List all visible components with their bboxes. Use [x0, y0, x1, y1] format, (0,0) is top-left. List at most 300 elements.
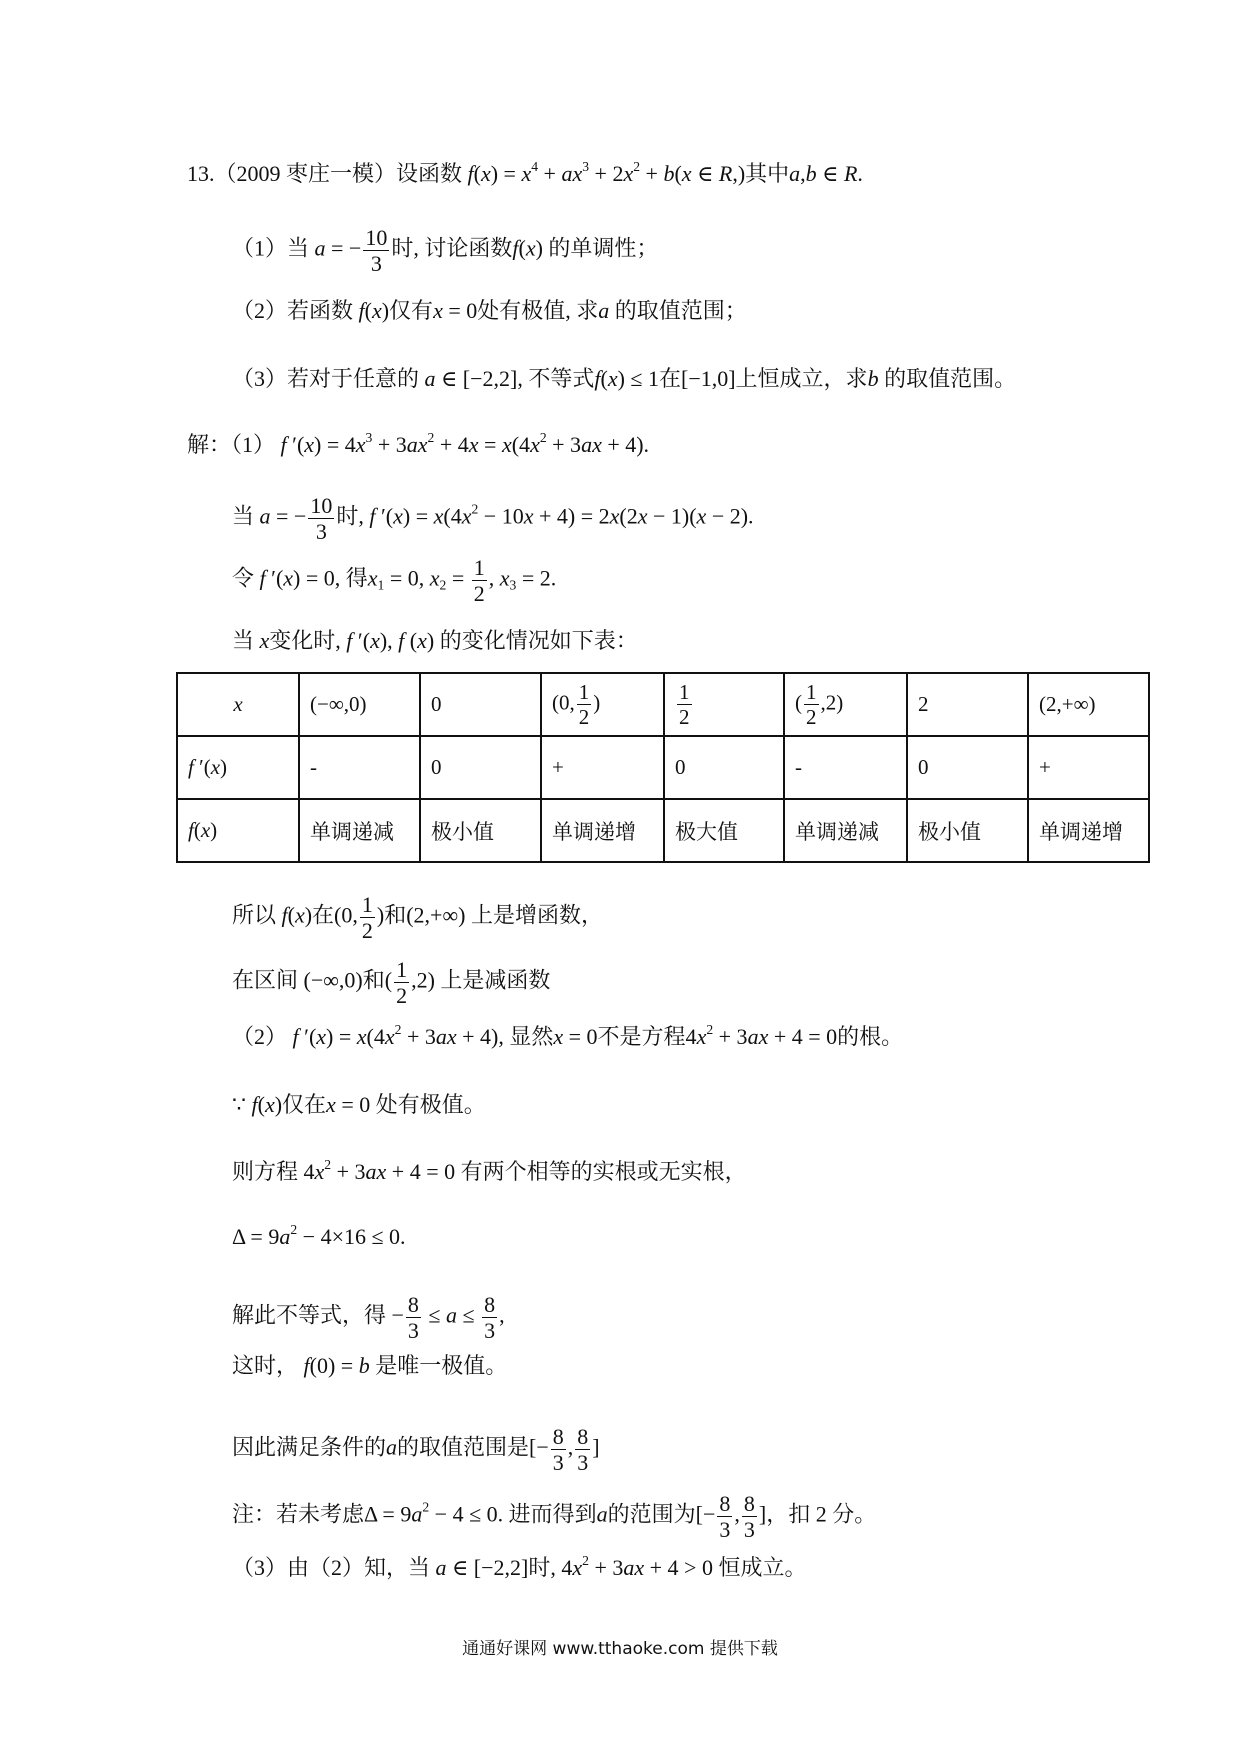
text-run: ∈ [816, 161, 844, 186]
table-cell [907, 673, 1028, 736]
text-run: ′( [375, 503, 394, 529]
text-run: = − [270, 503, 307, 529]
footer-source: 通通好课网 www.tthaoke.com 提供下载 [462, 1639, 778, 1659]
text-run: 解此不等式，得 − [232, 1302, 404, 1328]
solution-part2-inequality [232, 1293, 505, 1342]
math-variable: ax [623, 1555, 645, 1580]
math-variable: x [480, 161, 491, 186]
text-run: （2）若函数 [232, 298, 359, 323]
text-run: ,2) 上是减函数 [411, 967, 551, 993]
table-cell [907, 799, 1028, 862]
table-cell [177, 736, 299, 799]
text-run: (4 [366, 1024, 385, 1049]
table-cell [541, 799, 664, 862]
text-run: 单调递增 [552, 819, 636, 844]
math-variable: a [279, 1224, 291, 1249]
math-variable: f [358, 298, 365, 323]
text-run: 当 [232, 503, 260, 529]
text-run: 在区间 (−∞,0)和( [232, 967, 393, 993]
table-cell [664, 799, 784, 862]
math-variable: x [696, 1024, 707, 1049]
superscript: 2 [539, 429, 547, 445]
table-cell [784, 736, 907, 799]
text-run: ( [193, 818, 201, 842]
text-run: ), [379, 628, 399, 653]
fraction-denominator: 3 [719, 1517, 731, 1543]
table-cell [177, 673, 299, 736]
math-variable: x [501, 432, 512, 457]
math-variable: f [346, 628, 353, 653]
text-run: ) 的变化情况如下表： [426, 628, 638, 653]
superscript: 3 [365, 429, 373, 445]
math-variable: x [294, 902, 305, 928]
text-run: (4 [511, 432, 531, 457]
question-1 [232, 226, 658, 275]
fraction-denominator: 2 [578, 705, 590, 729]
text-run: ′( [286, 432, 305, 457]
fraction [677, 681, 692, 728]
table-cell [299, 799, 420, 862]
fraction-denominator: 2 [679, 705, 690, 729]
text-run: ( [404, 628, 418, 653]
fraction-numerator: 1 [578, 679, 590, 704]
text-run: + 4 = 0的根。 [768, 1024, 904, 1049]
math-variable: x [356, 1024, 367, 1049]
text-run: ] [592, 1434, 600, 1460]
text-run: ) = [402, 503, 434, 529]
text-run: ]，扣 2 分。 [758, 1501, 877, 1527]
fraction-numerator: 8 [407, 1292, 419, 1317]
math-variable: x [371, 298, 382, 323]
math-variable: x [367, 565, 378, 591]
text-run: ( [257, 1092, 265, 1117]
math-variable: ax [406, 432, 428, 457]
text-run: ′( [193, 755, 211, 779]
fraction-denominator: 3 [484, 1318, 496, 1344]
text-run: 0 [431, 692, 442, 716]
text-run: ≤ [422, 1302, 446, 1328]
math-variable: x [326, 1092, 336, 1117]
text-run: ( [518, 235, 526, 261]
math-variable: x [553, 1024, 564, 1049]
text-run: + 4 = 0 有两个相等的实根或无实根， [386, 1159, 747, 1184]
math-variable: x [417, 628, 427, 653]
fraction-numerator: 1 [396, 957, 408, 982]
text-run: 是唯一极值。 [369, 1353, 508, 1378]
text-run: + 3 [401, 1024, 436, 1049]
math-variable: a [386, 1434, 398, 1460]
text-run: ′( [298, 1024, 317, 1049]
solution-part1-substitution [232, 494, 754, 543]
solution-part2-derivative [232, 1021, 904, 1049]
superscript: 2 [290, 1221, 298, 1237]
question-2 [232, 300, 747, 322]
math-variable: x [468, 432, 479, 457]
math-variable: x [200, 818, 211, 842]
text-run: + 4 > 0 恒成立。 [644, 1555, 807, 1580]
text-run: ) = [326, 1024, 357, 1049]
text-run: + 2 [589, 161, 624, 186]
math-variable: R [718, 161, 733, 186]
text-run: + 3 [588, 1555, 624, 1580]
text-run: 变化时, [269, 628, 347, 653]
math-variable: a [411, 1501, 423, 1527]
text-run: （2） [232, 1024, 293, 1049]
table-cell [907, 736, 1028, 799]
math-variable: ax [435, 1024, 457, 1049]
math-variable: x [264, 1092, 275, 1117]
superscript: 2 [394, 1021, 402, 1037]
text-run: ) = 4 [314, 432, 356, 457]
table-row-x [177, 673, 1149, 736]
text-run: 单调递减 [795, 819, 879, 844]
subscript: 1 [377, 577, 385, 593]
table-cell [541, 736, 664, 799]
text-run: ( [600, 366, 608, 391]
text-run: ) [593, 690, 601, 715]
table-cell [784, 799, 907, 862]
table-cell [420, 673, 541, 736]
text-run: 极大值 [675, 819, 738, 844]
text-run: + 4 [434, 432, 469, 457]
text-run: (0) = [309, 1353, 359, 1378]
math-variable: x [681, 161, 692, 186]
subscript: 3 [509, 577, 517, 593]
table-row-f [177, 799, 1149, 862]
fraction-numerator: 10 [310, 493, 333, 518]
math-variable: f [188, 818, 194, 842]
text-run: , [488, 565, 500, 591]
solution-part2-unique-extremum [232, 1355, 507, 1377]
solution-part2-equation [232, 1156, 747, 1184]
text-run: + [640, 161, 664, 186]
math-variable: x [314, 1159, 325, 1184]
solution-part1-derivative [187, 429, 650, 457]
math-variable: a [596, 1501, 608, 1527]
math-variable: b [805, 161, 817, 186]
superscript: 3 [582, 158, 590, 174]
table-cell [177, 799, 299, 862]
text-run: ( [795, 690, 802, 715]
text-run: + 4). [601, 432, 650, 457]
math-variable: ax [747, 1024, 769, 1049]
fraction [308, 494, 334, 543]
text-run: ∈ [−2,2], 不等式 [435, 366, 595, 391]
text-run: ) ≤ 1在[−1,0]上恒成立，求 [617, 366, 868, 391]
text-run: ( [473, 161, 481, 186]
text-run: 注：若未考虑Δ = 9 [232, 1501, 412, 1527]
text-run: (−∞,0) [310, 692, 367, 716]
text-run: - [795, 755, 802, 779]
solution-part2-discriminant [232, 1221, 406, 1249]
text-run: （3）若对于任意的 [232, 366, 425, 391]
math-variable: x [355, 432, 366, 457]
fraction [406, 1293, 421, 1342]
text-run: = [446, 565, 470, 591]
text-run: + [552, 755, 564, 779]
superscript: 2 [427, 429, 435, 445]
fraction [577, 681, 592, 728]
math-variable: a [314, 235, 326, 261]
text-run: ∈ [−2,2]时, 4 [446, 1555, 573, 1580]
text-run: − 4×16 ≤ 0. [297, 1224, 406, 1249]
math-variable: ax [581, 432, 602, 457]
text-run: - [310, 755, 317, 779]
fraction-numerator: 1 [806, 679, 817, 704]
math-variable: x [609, 503, 620, 529]
text-run: 的取值范围； [609, 298, 747, 323]
text-run: )在(0, [304, 902, 358, 928]
text-run: (2 [619, 503, 638, 529]
superscript: 2 [471, 501, 479, 517]
text-run: ′( [352, 628, 371, 653]
text-run: 13.（2009 枣庄一模）设函数 [187, 161, 468, 186]
text-run: ) 的单调性； [535, 235, 659, 261]
text-run: = 2. [516, 565, 557, 591]
text-run: )和(2,+∞) 上是增函数， [376, 902, 603, 928]
text-run: = 0 处有极值。 [335, 1092, 486, 1117]
fraction-denominator: 3 [315, 519, 327, 545]
table-cell [1028, 799, 1149, 862]
fraction-denominator: 3 [743, 1517, 755, 1543]
fraction [482, 1293, 497, 1342]
fraction-numerator: 8 [484, 1292, 496, 1317]
math-variable: x [429, 565, 440, 591]
math-variable: f [188, 755, 194, 779]
math-variable: b [867, 366, 879, 391]
text-run: ∈ [691, 161, 719, 186]
table-row-fprime [177, 736, 1149, 799]
math-variable: f [303, 1353, 310, 1378]
math-variable: f [398, 628, 405, 653]
fraction-denominator: 3 [370, 251, 382, 277]
superscript: 2 [706, 1021, 714, 1037]
text-run: 0 [918, 755, 929, 779]
fraction [742, 1492, 757, 1541]
fraction-denominator: 2 [396, 983, 408, 1009]
question-3 [232, 368, 1016, 390]
fraction-denominator: 2 [806, 705, 817, 729]
math-variable: f [251, 1092, 258, 1117]
text-run: − 4 ≤ 0. 进而得到 [429, 1501, 597, 1527]
fraction [394, 958, 409, 1007]
math-variable: x [316, 1024, 327, 1049]
math-variable: x [233, 692, 243, 716]
text-run: + 3 [546, 432, 582, 457]
text-run: = [478, 432, 502, 457]
math-variable: a [259, 503, 271, 529]
math-variable: b [358, 1353, 370, 1378]
text-run: = 0处有极值, 求 [442, 298, 599, 323]
math-variable: a [446, 1302, 457, 1328]
table-cell [1028, 673, 1149, 736]
text-run: 解：（1） [187, 432, 281, 457]
table-cell [420, 799, 541, 862]
text-run: ′( [265, 565, 284, 591]
table-cell [664, 673, 784, 736]
math-variable: x [259, 628, 270, 653]
text-run: ) [210, 818, 218, 842]
text-run: . [857, 161, 863, 186]
fraction-numerator: 8 [577, 1424, 589, 1449]
table-cell [541, 673, 664, 736]
solution-part2-range [232, 1425, 600, 1474]
text-run: + 3 [331, 1159, 366, 1184]
math-variable: ax [365, 1159, 387, 1184]
variation-table [176, 672, 1150, 863]
math-variable: a [424, 366, 436, 391]
math-variable: x [696, 503, 707, 529]
math-variable: f [512, 235, 519, 261]
text-run: + 4) = 2 [533, 503, 610, 529]
text-run: 极小值 [918, 819, 981, 844]
text-run: 单调递减 [310, 819, 394, 844]
text-run: + [538, 161, 562, 186]
text-run: , [734, 1501, 740, 1527]
table-cell [420, 736, 541, 799]
text-run: ) [220, 755, 228, 779]
text-run: 的范围为[− [607, 1501, 716, 1527]
solution-part1-roots [232, 556, 556, 605]
fraction-numerator: 1 [473, 555, 485, 580]
text-run: − 10 [478, 503, 524, 529]
math-variable: x [523, 503, 534, 529]
fraction [360, 893, 375, 942]
fraction [551, 1425, 566, 1474]
fraction [472, 556, 487, 605]
math-variable: f [281, 902, 288, 928]
math-variable: x [283, 565, 294, 591]
text-run: 2 [918, 692, 929, 716]
text-run: Δ = 9 [232, 1224, 280, 1249]
fraction [804, 681, 819, 728]
math-variable: x [607, 366, 618, 391]
text-run: , [567, 1434, 574, 1460]
text-run: 则方程 4 [232, 1159, 315, 1184]
math-variable: b [663, 161, 675, 186]
math-variable: x [384, 1024, 395, 1049]
text-run: + 3 [713, 1024, 748, 1049]
fraction [575, 1425, 590, 1474]
text-run: 这时， [232, 1353, 304, 1378]
text-run: , [800, 161, 806, 186]
superscript: 2 [324, 1156, 332, 1172]
fraction-denominator: 3 [552, 1450, 564, 1476]
text-run: ,2) [820, 690, 844, 715]
superscript: 4 [531, 158, 539, 174]
text-run: ) = [490, 161, 522, 186]
text-run: , [499, 1302, 505, 1328]
fraction [717, 1492, 732, 1541]
text-run: 单调递增 [1039, 819, 1123, 844]
text-run: )仅有 [381, 298, 434, 323]
table-cell [664, 736, 784, 799]
text-run: ,)其中 [732, 161, 790, 186]
subscript: 2 [439, 577, 447, 593]
text-run: ≤ [457, 1302, 481, 1328]
fraction [363, 226, 389, 275]
math-variable: f [280, 432, 287, 457]
text-run: （3）由（2）知，当 [232, 1555, 436, 1580]
math-variable: x [530, 432, 540, 457]
solution-part2-extremum [232, 1094, 486, 1116]
text-run: + 3 [372, 432, 407, 457]
math-variable: x [623, 161, 634, 186]
solution-note [232, 1492, 876, 1541]
text-run: = 0不是方程4 [563, 1024, 697, 1049]
math-variable: f [259, 565, 266, 591]
text-run: ) = 0, 得 [293, 565, 368, 591]
superscript: 2 [633, 158, 641, 174]
text-run: 的取值范围。 [878, 366, 1017, 391]
math-variable: ax [561, 161, 583, 186]
math-variable: f [467, 161, 474, 186]
text-run: )仅在 [274, 1092, 327, 1117]
table-cell [299, 673, 420, 736]
math-variable: x [304, 432, 315, 457]
text-run: 因此满足条件的 [232, 1434, 387, 1460]
math-variable: x [521, 161, 532, 186]
text-run: ∵ [232, 1092, 252, 1117]
math-variable: x [499, 565, 510, 591]
solution-table-caption [232, 630, 638, 652]
text-run: 的取值范围是[− [397, 1434, 549, 1460]
superscript: 2 [422, 1499, 430, 1515]
fraction-numerator: 8 [719, 1491, 731, 1516]
fraction-denominator: 3 [407, 1318, 419, 1344]
text-run: 时, 讨论函数 [391, 235, 513, 261]
math-variable: f [369, 503, 376, 529]
math-variable: a [598, 298, 610, 323]
text-run: 0 [675, 755, 686, 779]
math-variable: x [637, 503, 648, 529]
problem-header [187, 158, 863, 186]
fraction-denominator: 2 [361, 918, 373, 944]
table-cell [784, 673, 907, 736]
math-variable: x [370, 628, 380, 653]
text-run: 当 [232, 628, 260, 653]
math-variable: a [789, 161, 801, 186]
text-run: (0, [552, 690, 575, 715]
text-run: (4 [443, 503, 462, 529]
math-variable: x [525, 235, 536, 261]
text-run: − 1)( [647, 503, 697, 529]
fraction-numerator: 10 [365, 225, 388, 250]
math-variable: a [435, 1555, 447, 1580]
text-run: ( [364, 298, 372, 323]
text-run: + [1039, 755, 1051, 779]
text-run: 0 [431, 755, 442, 779]
solution-increasing-intervals [232, 893, 603, 942]
text-run: (2,+∞) [1039, 692, 1096, 716]
solution-decreasing-intervals [232, 958, 550, 1007]
text-run: （1）当 [232, 235, 315, 261]
fraction-denominator: 2 [473, 581, 485, 607]
math-variable: f [594, 366, 601, 391]
table-cell [1028, 736, 1149, 799]
solution-part3 [232, 1552, 807, 1580]
math-variable: x [210, 755, 221, 779]
fraction-numerator: 1 [361, 892, 373, 917]
math-variable: x [433, 503, 444, 529]
text-run: 时, [336, 503, 370, 529]
math-variable: x [461, 503, 472, 529]
fraction-denominator: 3 [577, 1450, 589, 1476]
text-run: ( [674, 161, 682, 186]
math-variable: R [843, 161, 858, 186]
superscript: 2 [582, 1552, 589, 1568]
text-run: = − [325, 235, 362, 261]
